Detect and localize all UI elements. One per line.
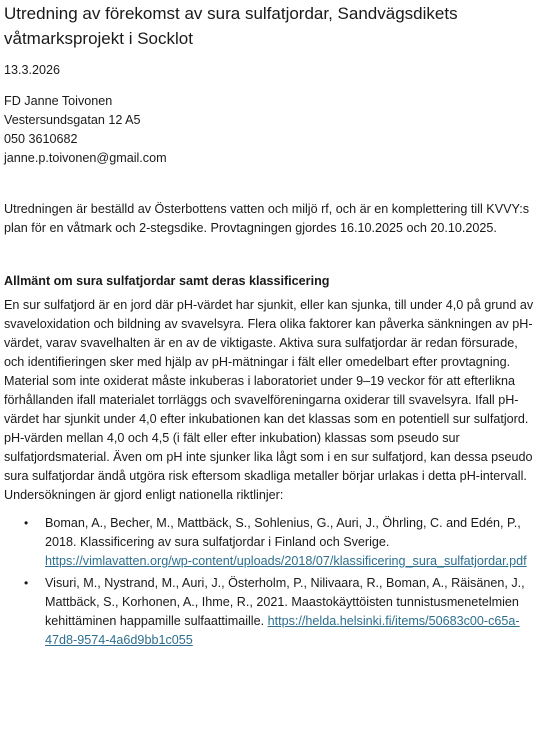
reference-item — [4, 574, 534, 650]
section-heading: Allmänt om sura sulfatjordar samt deras klassificering — [4, 274, 330, 288]
author-name: FD Janne Toivonen — [4, 94, 113, 108]
reference-text: Boman, A., Becher, M., Mattbäck, S., Sohlenius, G., Auri, J., Öhrling, C. and Edén, P., 2018. Klassificering av sura sulfatjordar i Finland och Sverige. — [45, 516, 521, 549]
bullet-icon: • — [24, 516, 29, 530]
reference-item — [4, 514, 534, 571]
contact-block — [4, 92, 534, 168]
reference-link[interactable]: https://vimlavatten.org/wp-content/uploads/2018/07/klassificering_sura_sulfatjordar.pdf — [45, 554, 527, 568]
reference-list — [4, 514, 534, 650]
author-email: janne.p.toivonen@gmail.com — [4, 151, 167, 165]
author-address: Vestersundsgatan 12 A5 — [4, 113, 141, 127]
reference-text: Visuri, M., Nystrand, M., Auri, J., Österholm, P., Nilivaara, R., Boman, A., Räisänen, J., Mattbäck, S., Korhonen, A., Ihme, R., 2021. Maastokäyttöisten tunnistusmenetelmien kehittäminen happamille sulfaattimaille. — [45, 576, 525, 628]
author-phone: 050 3610682 — [4, 132, 78, 146]
bullet-icon: • — [24, 576, 29, 590]
intro-paragraph: Utredningen är beställd av Österbottens vatten och miljö rf, och är en komplettering till KVVY:s plan för en våtmark och 2-stegsdike. Provtagningen gjordes 16.10.2025 och 20.10.2025. — [4, 202, 530, 235]
section-body-paragraph: En sur sulfatjord är en jord där pH-värdet har sjunkit, eller kan sjunka, till under 4,0 på grund av svaveloxidation och bildning av svavelsyra. Flera olika faktorer kan påverka sänkningen av pH-värdet, varav svavelhalten är en av de viktigaste. Aktiva sura sulfatjordar är redan försurade, och identifieringen sker med hjälp av pH-mätningar i fält eller omedelbart efter provtagning. Material som inte oxiderat måste inkuberas i laboratoriet under 9–19 veckor för att efterlikna förhållanden ifall materialet torrläggs och svavelföreningarna oxiderar till svavelsyra. Ifall pH-värdet har sjunkit under 4,0 efter inkubationen kan det klassas som en potentiell sur sulfatjord. pH-värden mellan 4,0 och 4,5 (i fält eller efter inkubation) klassas som pseudo sur sulfatjordsmaterial. Även om pH inte sjunker lika lågt som i en sur sulfatjord, kan dessa pseudo sura sulfatjordar ändå utgöra risk eftersom skadliga metaller börjar urlakas i detta pH-intervall. Undersökningen är gjord enligt nationella riktlinjer: — [4, 298, 534, 502]
reference-link[interactable]: https://helda.helsinki.fi/items/50683c00-c65a-47d8-9574-4a6d9bb1c055 — [45, 614, 520, 647]
document-title: Utredning av förekomst av sura sulfatjordar, Sandvägsdikets våtmarksprojekt i Socklot — [4, 4, 458, 48]
document-date: 13.3.2026 — [4, 63, 61, 77]
